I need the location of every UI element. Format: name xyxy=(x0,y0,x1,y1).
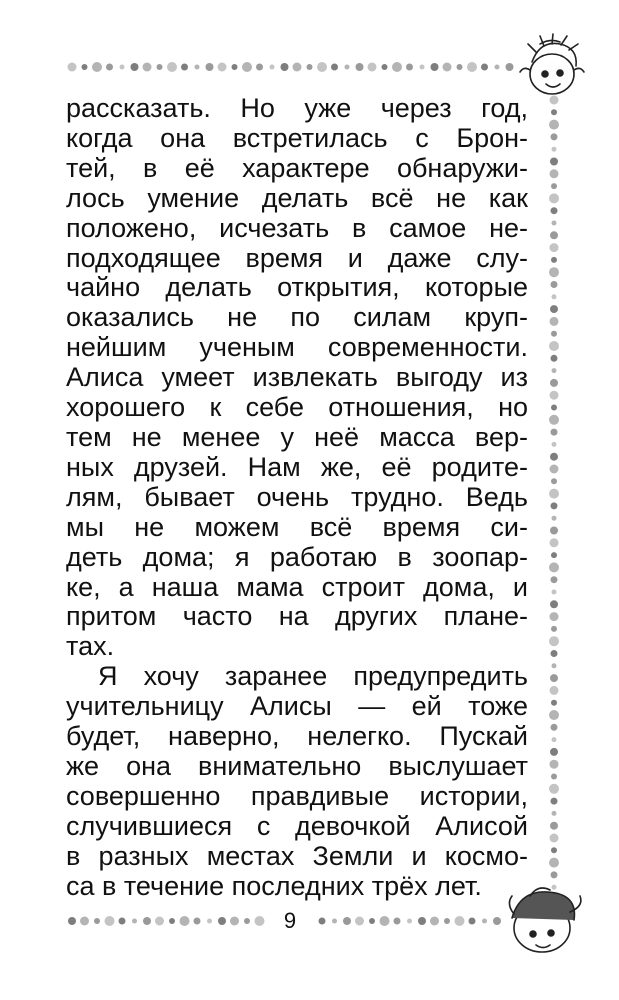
border-dot xyxy=(317,62,327,72)
border-dot xyxy=(430,917,439,926)
border-dot xyxy=(552,294,557,299)
border-dot xyxy=(550,158,558,166)
text-line: учительницу Алисы — ей тоже xyxy=(66,691,528,722)
border-dot xyxy=(552,811,557,816)
border-dot xyxy=(551,429,558,436)
border-dot xyxy=(420,65,425,70)
text-line: тем не менее у неё масса вер- xyxy=(66,421,528,452)
text-line: деть дома; я работаю в зоопар- xyxy=(66,541,528,572)
border-dot xyxy=(551,257,557,263)
border-dot xyxy=(551,183,557,189)
border-dot xyxy=(169,918,175,924)
border-dot xyxy=(551,626,557,632)
border-dot xyxy=(551,207,558,214)
border-dot xyxy=(68,63,77,72)
border-dot xyxy=(493,917,501,925)
border-dot xyxy=(552,516,557,521)
border-dot xyxy=(481,64,488,71)
right-dot-column xyxy=(549,96,559,890)
border-dot xyxy=(407,919,412,924)
border-dot xyxy=(551,847,557,853)
border-dot xyxy=(356,63,364,71)
text-line: лось умение делать всё не как xyxy=(66,182,528,213)
text-line: мы не можем всё время си- xyxy=(66,511,528,542)
border-dot xyxy=(443,63,452,72)
border-dot xyxy=(80,917,89,926)
border-dot xyxy=(467,62,477,72)
text-line: в разных местах Земли и космо- xyxy=(66,840,528,871)
border-dot xyxy=(551,355,558,362)
text-line: Алиса умеет извлекать выгоду из xyxy=(66,362,528,393)
border-dot xyxy=(392,62,402,72)
border-dot xyxy=(552,885,557,890)
border-dot xyxy=(180,916,190,926)
girl-face-icon xyxy=(520,34,584,94)
border-dot xyxy=(549,415,559,425)
border-dot xyxy=(549,710,559,720)
border-dot xyxy=(549,784,559,794)
border-dot xyxy=(551,109,557,115)
border-dot xyxy=(345,65,350,70)
border-dot xyxy=(550,822,558,830)
border-dot xyxy=(551,774,557,780)
border-dot xyxy=(256,64,263,71)
border-dot xyxy=(551,133,558,140)
border-dot xyxy=(332,919,337,924)
text-line: хорошего к себе отношения, но xyxy=(66,392,528,423)
paragraph xyxy=(66,662,528,901)
border-dot xyxy=(550,379,558,387)
border-dot xyxy=(550,527,558,535)
text-line: ных друзей. Нам же, её родите- xyxy=(66,451,528,482)
border-dot xyxy=(549,120,559,130)
border-dot xyxy=(181,64,188,71)
border-dot xyxy=(549,858,559,868)
border-dot xyxy=(552,442,557,447)
page-number: 9 xyxy=(283,908,297,933)
border-dot xyxy=(207,919,212,924)
border-dot xyxy=(195,65,200,70)
text-line: подходящее время и даже слу- xyxy=(66,242,528,273)
border-dot xyxy=(551,871,558,878)
border-dot xyxy=(106,64,113,71)
border-dot xyxy=(368,63,377,72)
text-line: лям, бывает очень трудно. Ведь xyxy=(66,481,528,512)
text-line: оказались не по силам круп- xyxy=(66,302,528,333)
border-dot xyxy=(550,391,559,400)
border-dot xyxy=(157,64,163,70)
border-dot xyxy=(380,916,390,926)
border-dot xyxy=(394,918,401,925)
border-dot xyxy=(551,502,558,509)
border-dot xyxy=(105,916,115,926)
border-dot xyxy=(551,576,558,583)
border-dot xyxy=(552,590,557,595)
border-dot xyxy=(131,63,139,71)
text-line: ке, а наша мама строит дома, и xyxy=(66,571,528,602)
border-dot xyxy=(281,63,289,71)
border-dot xyxy=(550,600,558,608)
text-line: рассказать. Но уже через год, xyxy=(66,93,528,123)
border-dot xyxy=(143,63,152,72)
text-line: случившиеся с девочкой Алисой xyxy=(66,810,528,841)
border-dot xyxy=(551,552,557,558)
border-dot xyxy=(552,737,557,742)
border-dot xyxy=(331,64,338,71)
paragraph xyxy=(66,94,528,662)
text-line: притом часто на других плане- xyxy=(66,601,528,632)
text-line: чайно делать открытия, которые xyxy=(66,272,528,303)
border-dot xyxy=(550,96,559,105)
border-dot xyxy=(552,147,557,152)
border-dot xyxy=(551,650,558,657)
border-dot xyxy=(551,700,557,706)
border-dot xyxy=(132,919,137,924)
border-dot xyxy=(549,636,559,646)
body-text xyxy=(66,94,528,901)
border-dot xyxy=(167,62,177,72)
border-dot xyxy=(120,65,125,70)
border-dot xyxy=(552,663,557,668)
border-dot xyxy=(270,65,275,70)
border-dot xyxy=(406,64,413,71)
text-line: са в течение последних трёх лет. xyxy=(66,870,482,901)
border-dot xyxy=(255,916,265,926)
top-dot-row xyxy=(68,62,514,72)
border-dot xyxy=(549,193,559,203)
text-line: положено, исчезать в самое не- xyxy=(66,212,528,243)
border-dot xyxy=(194,918,201,925)
border-dot xyxy=(218,917,226,925)
border-dot xyxy=(495,65,500,70)
border-dot xyxy=(230,917,239,926)
border-dot xyxy=(551,478,557,484)
border-dot xyxy=(551,724,558,731)
text-line: совершенно правдивые истории, xyxy=(66,780,528,811)
border-dot xyxy=(206,63,214,71)
border-dot xyxy=(232,64,238,70)
border-dot xyxy=(369,918,375,924)
border-dot xyxy=(550,674,558,682)
text-line: тах. xyxy=(66,631,115,662)
border-dot xyxy=(293,63,302,72)
border-dot xyxy=(94,918,100,924)
border-dot xyxy=(68,917,76,925)
border-dot xyxy=(218,63,227,72)
border-dot xyxy=(549,562,559,572)
border-dot xyxy=(242,62,252,72)
border-dot xyxy=(549,489,559,499)
border-dot xyxy=(550,317,559,326)
border-dot xyxy=(550,686,559,695)
border-dot xyxy=(550,834,559,843)
border-dot xyxy=(551,331,557,337)
border-dot xyxy=(343,917,351,925)
text-line: тей, в её характере обнаружи- xyxy=(66,152,528,183)
border-dot xyxy=(550,169,559,178)
border-dot xyxy=(550,243,559,252)
text-line: же она внимательно выслушает xyxy=(66,750,528,781)
border-dot xyxy=(155,917,164,926)
border-dot xyxy=(444,918,450,924)
border-dot xyxy=(319,918,326,925)
border-dot xyxy=(92,62,102,72)
text-line: нейшим ученым современности. xyxy=(66,332,528,363)
border-dot xyxy=(550,760,559,769)
border-dot xyxy=(551,798,558,805)
border-dot xyxy=(307,64,313,70)
text-line: когда она встретилась с Брон- xyxy=(66,122,528,153)
border-dot xyxy=(82,64,88,70)
text-line: Я хочу заранее предупредить xyxy=(98,661,528,692)
border-dot xyxy=(550,465,559,474)
border-dot xyxy=(469,918,476,925)
border-dot xyxy=(551,281,558,288)
border-dot xyxy=(549,341,559,351)
border-dot xyxy=(549,267,559,277)
border-dot xyxy=(143,917,151,925)
border-dot xyxy=(550,748,558,756)
border-dot xyxy=(551,405,557,411)
border-dot xyxy=(552,368,557,373)
border-dot xyxy=(550,305,558,313)
border-dot xyxy=(355,917,364,926)
border-dot xyxy=(552,221,557,226)
text-line: будет, наверно, нелегко. Пускай xyxy=(66,721,528,752)
border-dot xyxy=(506,63,514,71)
border-dot xyxy=(550,231,558,239)
border-dot xyxy=(382,64,388,70)
border-dot xyxy=(482,919,487,924)
border-dot xyxy=(550,612,559,621)
border-dot xyxy=(418,917,426,925)
border-dot xyxy=(244,918,250,924)
border-dot xyxy=(455,916,465,926)
border-dot xyxy=(457,64,463,70)
border-dot xyxy=(119,918,126,925)
border-dot xyxy=(431,63,439,71)
border-dot xyxy=(550,538,559,547)
border-dot xyxy=(550,453,558,461)
